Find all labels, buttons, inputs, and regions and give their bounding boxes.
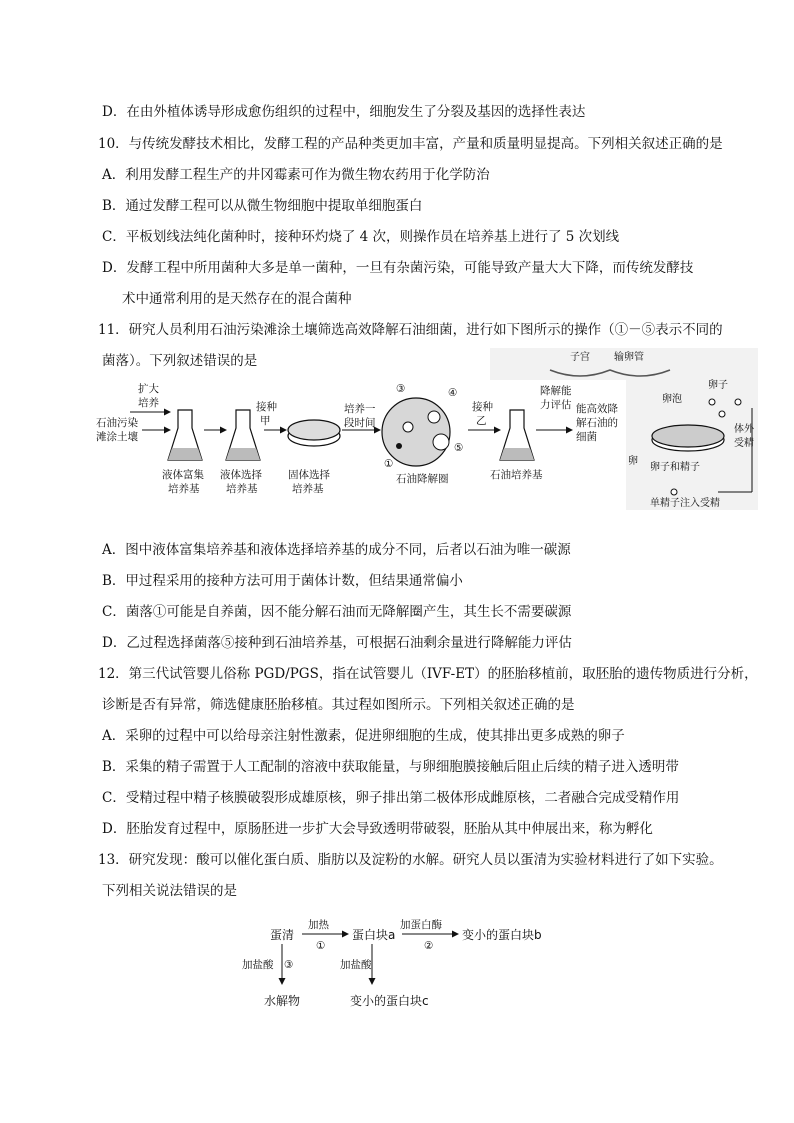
soil-label-1: 石油污染 <box>96 417 138 429</box>
dish-label-b: 培养基 <box>292 483 324 495</box>
small-block-c-label: 变小的蛋白块c <box>350 994 429 1008</box>
colony-4-label: ④ <box>448 387 458 399</box>
inoc-jia-label-2: 甲 <box>260 415 271 427</box>
colony-1-label: ① <box>384 458 394 470</box>
block-a-label: 蛋白块a <box>352 928 396 942</box>
solid-selection-dish <box>288 420 340 446</box>
dish-label-a: 固体选择 <box>288 469 330 481</box>
acid2-label: 加盐酸 <box>340 959 372 971</box>
egg-cut-label: 卵 <box>628 456 638 467</box>
inoc-yi-label-2: 乙 <box>476 415 487 427</box>
expand-label-1: 扩大 <box>138 383 159 395</box>
q11-option-a: A．图中液体富集培养基和液体选择培养基的成分不同，后者以石油为唯一碳源 <box>102 542 571 558</box>
question-11-stem-cont: 菌落）。下列叙述错误的是 <box>102 353 258 369</box>
flask2-label-b: 培养基 <box>226 483 258 495</box>
step1-label: ① <box>316 940 326 952</box>
question-12-stem-cont: 诊断是否有异常，筛选健康胚胎移植。其过程如图所示。下列相关叙述正确的是 <box>102 697 575 713</box>
add-enzyme-label: 加蛋白酶 <box>400 919 442 931</box>
result-label-3: 细菌 <box>576 431 597 443</box>
q10-option-d: D．发酵工程中所用菌种大多是单一菌种，一旦有杂菌污染，可能导致产量大大下降，而传统发酵技 <box>102 260 694 276</box>
q12-option-a: A．采卵的过程中可以给母亲注射性激素，促进卵细胞的生成，使其排出更多成熟的卵子 <box>102 728 625 744</box>
result-label-2: 解石油的 <box>576 417 618 429</box>
hydrolysate-label: 水解物 <box>264 994 301 1008</box>
in-vitro-label-2: 受精 <box>734 438 754 449</box>
flask1-label-b: 培养基 <box>168 483 200 495</box>
colony-3-label: ③ <box>396 383 406 395</box>
soil-label-2: 滩涂土壤 <box>96 431 138 443</box>
acid1-label: 加盐酸 <box>242 959 274 971</box>
flask-enrichment <box>168 410 202 460</box>
heat-label: 加热 <box>308 919 329 931</box>
q11-option-b: B．甲过程采用的接种方法可用于菌体计数，但结果通常偏小 <box>102 573 463 589</box>
ivf-dish <box>652 425 724 451</box>
small-block-b-label: 变小的蛋白块b <box>462 928 542 942</box>
in-vitro-label-1: 体外 <box>734 424 754 435</box>
flask3-label: 石油培养基 <box>490 469 543 481</box>
flask1-label-a: 液体富集 <box>162 469 204 481</box>
egg-label: 卵子 <box>708 380 728 391</box>
flask-selection <box>226 410 260 460</box>
figure-q12-ivf <box>490 348 758 510</box>
plate-with-colonies <box>382 398 450 466</box>
degradation-ring-label: 石油降解圈 <box>396 473 449 485</box>
colony-5-label: ⑤ <box>454 442 464 454</box>
q12-option-b: B．采集的精子需置于人工配制的溶液中获取能量，与卵细胞膜接触后阻止后续的精子进入透明带 <box>102 759 679 775</box>
oviduct-label: 输卵管 <box>614 352 644 363</box>
question-10-stem: 10．与传统发酵技术相比，发酵工程的产品种类更加丰富，产量和质量明显提高。下列相关叙述正确的是 <box>98 136 723 152</box>
step3-label: ③ <box>284 959 294 971</box>
question-13-stem: 13．研究发现：酸可以催化蛋白质、脂肪以及淀粉的水解。研究人员以蛋清为实验材料进行了如下实验。 <box>98 852 723 868</box>
q11-option-c: C．菌落①可能是自养菌，因不能分解石油而无降解圈产生，其生长不需要碳源 <box>102 604 572 620</box>
expand-label-2: 培养 <box>138 397 159 409</box>
icsi-label: 单精子注入受精 <box>650 498 720 509</box>
q9-option-d: D．在由外植体诱导形成愈伤组织的过程中，细胞发生了分裂及基因的选择性表达 <box>102 104 586 120</box>
q10-option-d-cont: 术中通常利用的是天然存在的混合菌种 <box>122 291 352 307</box>
q10-option-a: A．利用发酵工程生产的井冈霉素可作为微生物农药用于化学防治 <box>102 167 490 183</box>
culture-label-1: 培养一 <box>344 403 376 415</box>
step2-label: ② <box>424 940 434 952</box>
flask2-label-a: 液体选择 <box>220 469 262 481</box>
q11-option-d: D．乙过程选择菌落⑤接种到石油培养基，可根据石油剩余量进行降解能力评估 <box>102 635 572 651</box>
question-11-stem: 11．研究人员利用石油污染滩涂土壤筛选高效降解石油细菌，进行如下图所示的操作（①－⑤表示不同的 <box>98 322 723 338</box>
q12-option-c: C．受精过程中精子核膜破裂形成雄原核，卵子排出第二极体形成雌原核，二者融合完成受精作用 <box>102 790 680 806</box>
q12-option-d: D．胚胎发育过程中，原肠胚进一步扩大会导致透明带破裂，胚胎从其中伸展出来，称为孵化 <box>102 821 653 837</box>
question-13-stem-cont: 下列相关说法错误的是 <box>102 883 237 899</box>
inoc-yi-label-1: 接种 <box>472 401 493 413</box>
culture-label-2: 段时间 <box>344 417 376 429</box>
eggwhite-label: 蛋清 <box>270 928 295 942</box>
q10-option-c: C．平板划线法纯化菌种时，接种环灼烧了 4 次，则操作员在培养基上进行了 5 次划线 <box>102 229 620 245</box>
follicle-label: 卵泡 <box>662 394 682 405</box>
result-label-1: 能高效降 <box>576 403 618 415</box>
figure-q13-flow <box>236 912 576 1012</box>
uterus-label: 子宫 <box>570 352 590 363</box>
egg-sperm-label: 卵子和精子 <box>650 462 700 473</box>
inoc-jia-label-1: 接种 <box>256 401 277 413</box>
eval-label-1: 降解能 <box>540 385 572 397</box>
q10-option-b: B．通过发酵工程可以从微生物细胞中提取单细胞蛋白 <box>102 198 423 214</box>
eval-label-2: 力评估 <box>540 399 572 411</box>
question-12-stem: 12．第三代试管婴儿俗称 PGD/PGS，指在试管婴儿（IVF-ET）的胚胎移植前，取胚胎的遗传物质进行分析， <box>98 666 758 682</box>
